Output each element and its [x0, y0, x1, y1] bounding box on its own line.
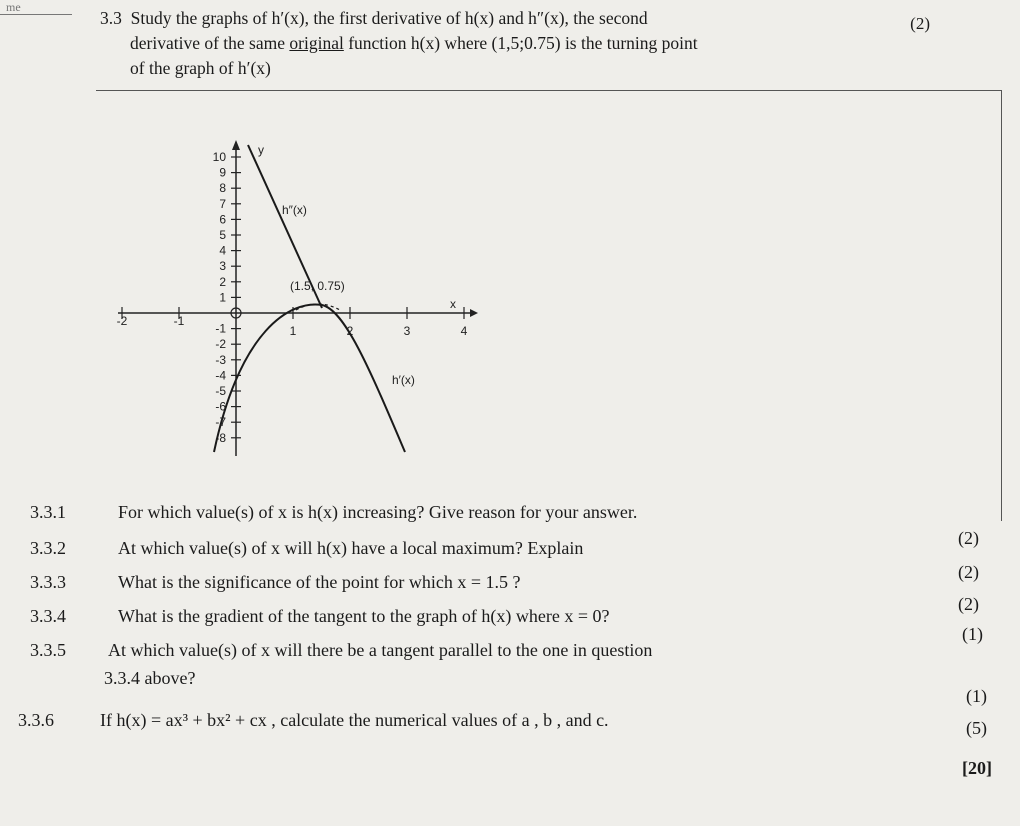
- intro-text-1: Study the graphs of h′(x), the first derivative of h(x) and h″(x), the second: [130, 8, 648, 28]
- x-tick-label: 2: [346, 324, 354, 338]
- question-mark: (1): [966, 686, 987, 706]
- question-text-continued: 3.3.4 above?: [104, 668, 196, 688]
- total-marks: [20]: [962, 758, 992, 778]
- y-tick-label: -7: [215, 415, 226, 430]
- turning-point-label: (1.5, 0.75): [290, 279, 345, 293]
- y-tick-label: -1: [215, 321, 226, 336]
- y-tick-label: 2: [219, 274, 226, 289]
- question-number: 3.3.1: [30, 502, 66, 522]
- question-mark: (5): [966, 718, 987, 738]
- y-tick-label: -6: [215, 399, 226, 414]
- y-tick-label: 10: [212, 150, 226, 164]
- y-tick-label: -8: [215, 430, 226, 445]
- x-tick-label: -1: [173, 314, 185, 328]
- y-tick-label: -4: [215, 368, 226, 383]
- y-tick-label: 6: [219, 212, 226, 227]
- y-axis-arrow: [232, 140, 240, 150]
- question-text: At which value(s) of x will there be a tangent parallel to the one in question: [108, 640, 653, 660]
- y-tick-label: 4: [219, 243, 226, 258]
- question-number: 3.3.6: [18, 710, 54, 730]
- question-text: What is the significance of the point for which x = 1.5 ?: [118, 572, 521, 592]
- y-tick-label: -3: [215, 352, 226, 367]
- intro-line-3: of the graph of h′(x): [130, 58, 271, 78]
- intro-underlined-word: original: [289, 33, 344, 53]
- question-text: If h(x) = ax³ + bx² + cx , calculate the numerical values of a , b , and c.: [100, 710, 609, 730]
- y-tick-label: 3: [219, 259, 226, 274]
- x-tick-label: 1: [289, 324, 297, 338]
- question-text: At which value(s) of x will h(x) have a local maximum? Explain: [118, 538, 584, 558]
- y-axis-label: y: [258, 143, 264, 157]
- y-tick-label: 5: [219, 228, 226, 242]
- question-number: 3.3.5: [30, 640, 66, 660]
- intro-text-2a: derivative of the same: [130, 33, 290, 53]
- intro-number: 3.3: [100, 8, 122, 28]
- y-tick-label: 8: [219, 181, 226, 196]
- y-tick-label: 9: [219, 165, 226, 180]
- corner-text: me: [6, 0, 21, 14]
- x-tick-label: 4: [460, 324, 468, 338]
- question-number: 3.3.3: [30, 572, 66, 592]
- y-tick-label: 1: [219, 290, 226, 305]
- question-number: 3.3.4: [30, 606, 66, 626]
- y-tick-label: -2: [215, 337, 226, 352]
- x-axis-label: x: [450, 297, 456, 311]
- first-derivative-curve: [214, 304, 405, 452]
- question-text: What is the gradient of the tangent to the graph of h(x) where x = 0?: [118, 606, 610, 626]
- question-mark: (2): [958, 528, 979, 548]
- x-axis-arrow: [470, 309, 478, 317]
- question-number: 3.3.2: [30, 538, 66, 558]
- x-tick-group: [117, 307, 468, 338]
- question-mark: (2): [958, 594, 979, 614]
- question-mark: (2): [958, 562, 979, 582]
- second-derivative-label: h″(x): [282, 203, 307, 217]
- header-mark: (2): [910, 14, 930, 33]
- question-mark: (1): [962, 624, 983, 644]
- y-tick-label: 7: [219, 196, 226, 211]
- question-text: For which value(s) of x is h(x) increasing? Give reason for your answer.: [118, 502, 638, 522]
- intro-text-2b: function h(x) where (1,5;0.75) is the turning point: [343, 33, 698, 53]
- x-tick-label: 3: [403, 324, 411, 338]
- y-tick-label: -5: [215, 384, 226, 398]
- x-tick-label: -2: [116, 314, 128, 328]
- first-derivative-label: h′(x): [392, 373, 415, 387]
